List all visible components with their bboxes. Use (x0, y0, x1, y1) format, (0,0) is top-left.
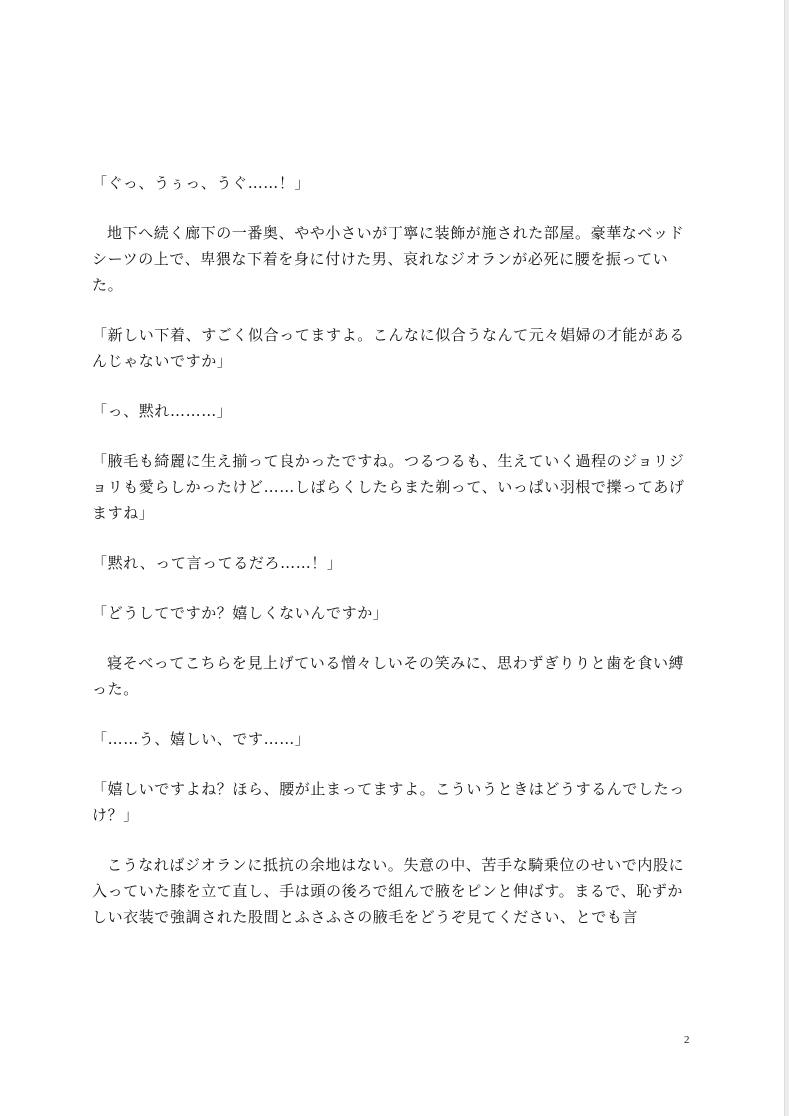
paragraph: 「どうしてですか？嬉しくないんですか」 (92, 604, 389, 622)
paragraph: 「黙れ、って言ってるだろ……！」 (92, 554, 343, 572)
page-number: 2 (684, 1034, 690, 1046)
paragraph: 「っ、黙れ………」 (92, 402, 233, 420)
paragraph: 「嬉しいですよね？ほら、腰が止まってますよ。こういうときはどうするんでしたっけ？」 (92, 780, 685, 824)
body-text (92, 170, 696, 954)
paragraph: 「腋毛も綺麗に生え揃って良かったですね。つるつるも、生えていく過程のジョリジョリも愛らしかったけど……しばらくしたらまた剃って、いっぱい羽根で擽ってあげますね」 (92, 452, 685, 522)
paragraph: 「……う、嬉しい、です……」 (92, 730, 311, 748)
paragraph: 地下へ続く廊下の一番奥、やや小さいが丁寧に装飾が施された部屋。豪華なベッドシーツの上で、卑猥な下着を身に付けた男、哀れなジオランが必死に腰を振っていた。 (92, 224, 685, 294)
paragraph: 「新しい下着、すごく似合ってますよ。こんなに似合うなんて元々娼婦の才能があるんじゃないですか」 (92, 326, 685, 370)
page-edge (784, 0, 789, 1116)
paragraph: 寝そべってこちらを見上げている憎々しいその笑みに、思わずぎりりと歯を食い縛った。 (92, 654, 685, 698)
paragraph: 「ぐっ、うぅっ、うぐ……！」 (92, 174, 311, 192)
paragraph: こうなればジオランに抵抗の余地はない。失意の中、苦手な騎乗位のせいで内股に入っていた膝を立て直し、手は頭の後ろで組んで腋をピンと伸ばす。まるで、恥ずかしい衣装で強調された股間とふさふさの腋毛をどうぞ見てください、とでも言 (92, 856, 685, 926)
